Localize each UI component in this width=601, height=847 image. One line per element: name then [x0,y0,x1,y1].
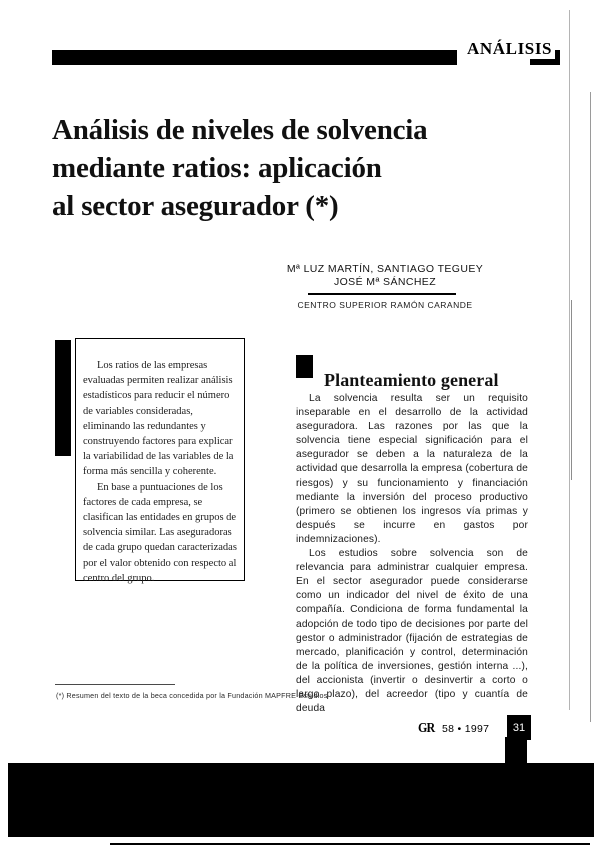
body-paragraph-2: Los estudios sobre solvencia son de relevancia para administrar cualquier empresa. En el sector asegurador puede considerarse como un indicador del nivel de éxito de una compañía. Condiciona de forma fundamental la adopción de todo tipo de decisiones por parte del gestor o administrador (fijación de estrategias de mercado, planificación y control, determinación de la política de inversiones, gestión interna ...), del accionista (invertir o desinvertir a corto o largo plazo), del acreedor (tipo y cuantía de deuda [296,548,528,715]
footnote-text: (*) Resumen del texto de la beca concedida por la Fundación MAPFRE Estudios [56,691,328,700]
article-title-line-1: Análisis de niveles de solvencia [52,114,428,147]
section-label: ANÁLISIS [464,39,555,59]
journal-logo: GR [418,721,435,736]
scan-artifact-line [571,300,572,480]
running-head-rule [52,50,457,65]
abstract-paragraph-2: En base a puntuaciones de los factores de cada empresa, se clasifican las entidades en grupos de solvencia similar. Las aseguradoras de cada grupo quedan caracterizadas por el valor obtenido con respecto al centro del grupo. [83,481,237,584]
page-number: 31 [507,715,531,740]
article-title-line-3: al sector asegurador (*) [52,190,339,223]
running-head [52,39,565,68]
author-list [250,263,520,289]
author-line-1: Mª LUZ MARTÍN, SANTIAGO TEGUEY [286,263,484,275]
abstract-accent-bar [55,340,71,456]
scan-artifact-line [569,10,570,710]
scan-artifact-hairline [110,843,590,845]
author-line-2: JOSÉ Mª SÁNCHEZ [333,276,437,288]
article-title [52,111,472,225]
page-footer [418,719,489,739]
scan-artifact-line [590,92,591,722]
body-paragraph-1: La solvencia resulta ser un requisito inseparable en el desarrollo de la actividad aseguradora. Las razones por las que la solvencia tiene especial significación para el asegurador se deben a la naturaleza de la actividad que desarrolla la empresa (cobertura de riesgos) y su funcionamiento y financiación mediante la inversión del proceso productivo (primero se obtienen los ingresos vía primas y después se incurre en gastos por indemnizaciones). [296,393,528,545]
body-column [296,392,528,716]
issue-info: 58 • 1997 [442,723,490,735]
section-bullet-icon [296,355,313,378]
abstract-paragraph-1: Los ratios de las empresas evaluadas permiten realizar análisis estadísticos para reducir el número de variables consideradas, eliminando las redundantes y construyendo factores para explicar la variabilidad de las variables de la forma más sencilla y coherente. [83,360,234,478]
abstract-text [83,358,238,586]
author-affiliation: CENTRO SUPERIOR RAMÓN CARANDE [297,300,473,310]
section-heading: Planteamiento general [324,369,499,390]
scan-artifact-band [8,763,594,837]
author-rule [308,293,456,295]
footnote-rule [55,684,175,685]
article-title-line-2: mediante ratios: aplicación [52,152,382,185]
